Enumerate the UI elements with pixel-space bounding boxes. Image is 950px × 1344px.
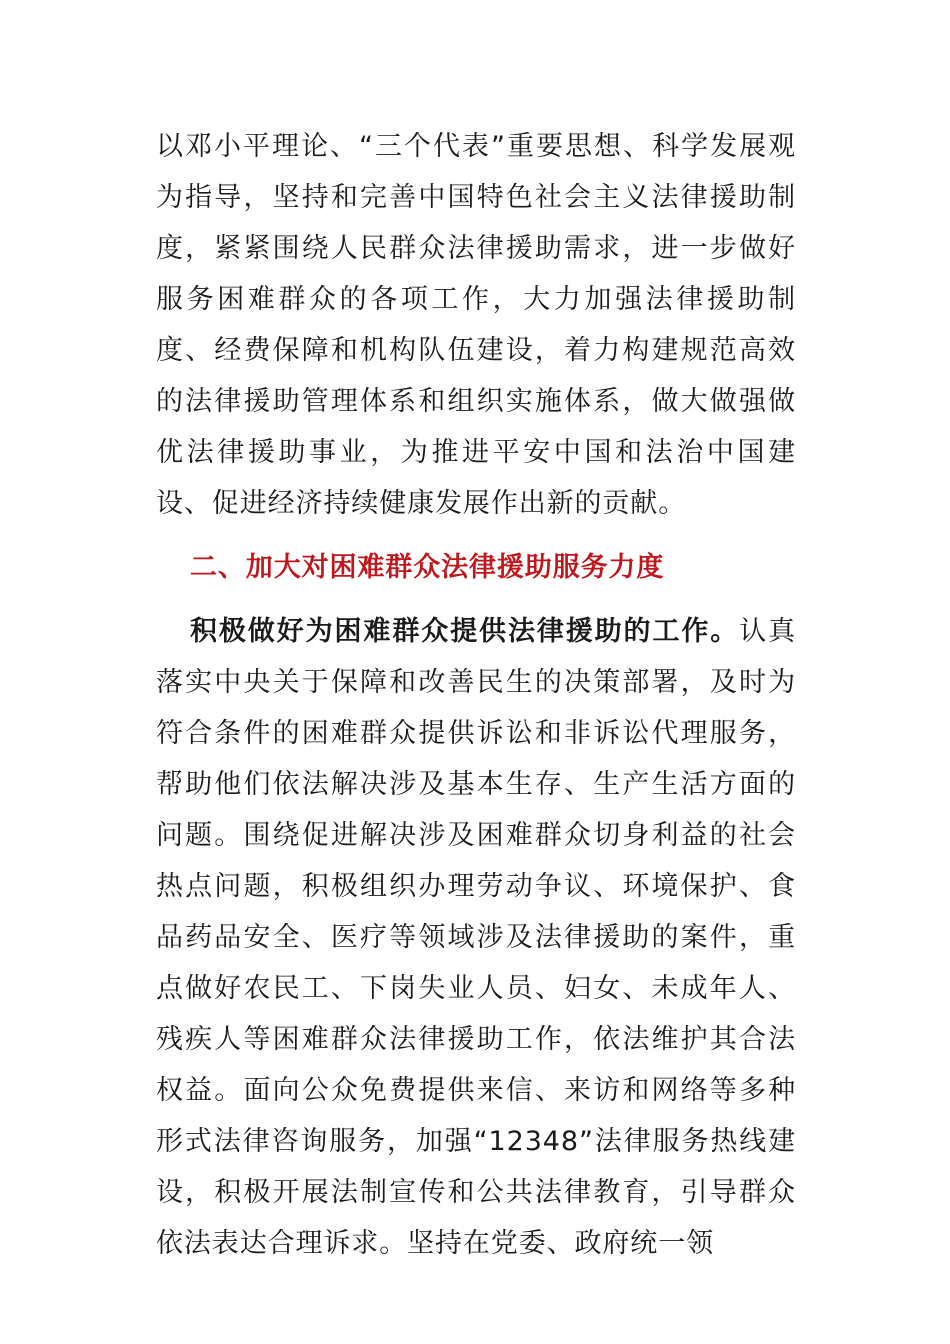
document-body <box>156 121 796 1269</box>
body-paragraph-2 <box>156 606 796 1269</box>
paragraph-body-text: 认真落实中央关于保障和改善民生的决策部署，及时为符合条件的困难群众提供诉讼和非诉讼代理服务，帮助他们依法解决涉及基本生存、生产生活方面的问题。围绕促进解决涉及困难群众切身利益的社会热点问题，积极组织办理劳动争议、环境保护、食品药品安全、医疗等领域涉及法律援助的案件，重点做好农民工、下岗失业人员、妇女、未成年人、残疾人等困难群众法律援助工作，依法维护其合法权益。面向公众免费提供来信、来访和网络等多种形式法律咨询服务，加强“12348”法律服务热线建设，积极开展法制宣传和公共法律教育，引导群众依法表达合理诉求。坚持在党委、政府统一领 <box>156 616 796 1259</box>
paragraph-lead-sentence: 积极做好为困难群众提供法律援助的工作。 <box>190 616 740 647</box>
section-heading: 二、加大对困难群众法律援助服务力度 <box>190 552 665 583</box>
body-paragraph-1: 以邓小平理论、“三个代表”重要思想、科学发展观为指导，坚持和完善中国特色社会主义法律援助制度，紧紧围绕人民群众法律援助需求，进一步做好服务困难群众的各项工作，大力加强法律援助制度、经费保障和机构队伍建设，着力构建规范高效的法律援助管理体系和组织实施体系，做大做强做优法律援助事业，为推进平安中国和法治中国建设、促进经济持续健康发展作出新的贡献。 <box>156 131 796 519</box>
